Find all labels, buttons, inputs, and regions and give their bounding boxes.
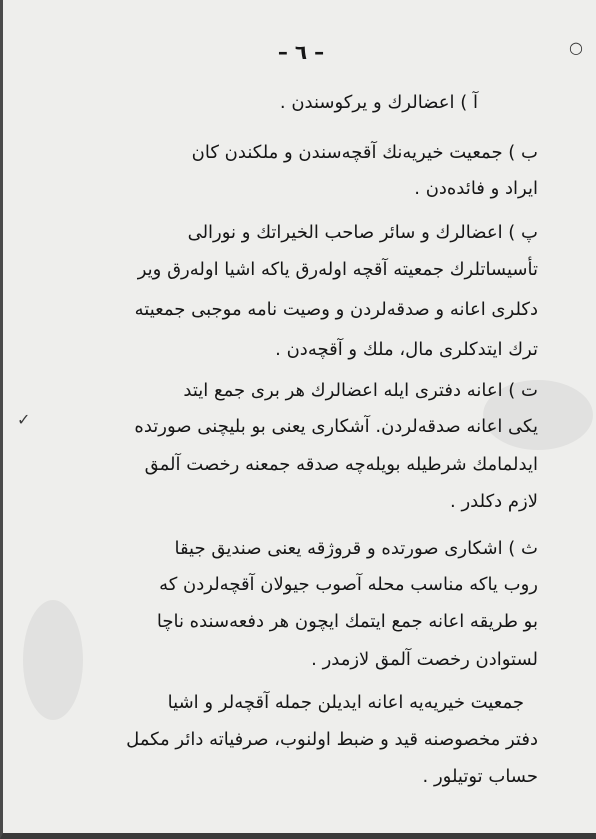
text-line: دفتر مخصوصنه قيد و ضبط اولنوب، صرفياته دائر مكمل xyxy=(126,729,538,750)
text-line: دكلرى اعانه و صدقه‌لردن و وصيت نامه موجبى جمعيته xyxy=(134,299,538,320)
text-line: آ ) اعضالرك و يركوسندن . xyxy=(279,92,478,113)
text-line: جمعيت خيريه‌يه اعانه ايديلن جمله آقچه‌لر و اشيا xyxy=(167,692,524,713)
text-line: ت ) اعانه دفترى ايله اعضالرك هر برى جمع ايتد xyxy=(183,380,538,401)
text-line: ايدلمامك شرطيله بويله‌چه صدقه جمعنه رخصت آلمق xyxy=(144,454,538,475)
text-line: بو طريقه اعانه جمع ايتمك ايچون هر دفعه‌سنده ناچا xyxy=(156,611,538,632)
text-line: لازم دكلدر . xyxy=(450,491,538,512)
text-line: ايراد و فائده‌دن . xyxy=(414,178,538,199)
pen-mark: ✓ xyxy=(17,410,31,429)
page-number: – ٦ – xyxy=(277,40,325,64)
text-line: ث ) اشكارى صورتده و قروژقه يعنى صنديق جيقا xyxy=(174,538,538,559)
pen-mark: ○ xyxy=(569,38,583,57)
text-line: حساب توتيلور . xyxy=(422,766,538,787)
text-line: ب ) جمعيت خيريه‌نك آقچه‌سندن و ملكندن كان xyxy=(191,142,538,163)
text-line: پ ) اعضالرك و سائر صاحب الخيراتك و نورالى xyxy=(187,222,538,243)
paper-stain xyxy=(23,600,83,720)
text-line: روب ياكه مناسب محله آصوب جيولان آقچه‌لردن كه xyxy=(159,574,538,595)
text-line: لستوادن رخصت آلمق لازمدر . xyxy=(311,649,538,670)
text-line: تأسيساتلرك جمعيته آقچه اوله‌رق ياكه اشيا اوله‌رق وير xyxy=(137,259,538,280)
text-line: يكى اعانه صدقه‌لردن. آشكارى يعنى بو بليچنى صورتده xyxy=(134,416,538,437)
text-line: ترك ايتدكلرى مال، ملك و آقچه‌دن . xyxy=(275,339,538,360)
